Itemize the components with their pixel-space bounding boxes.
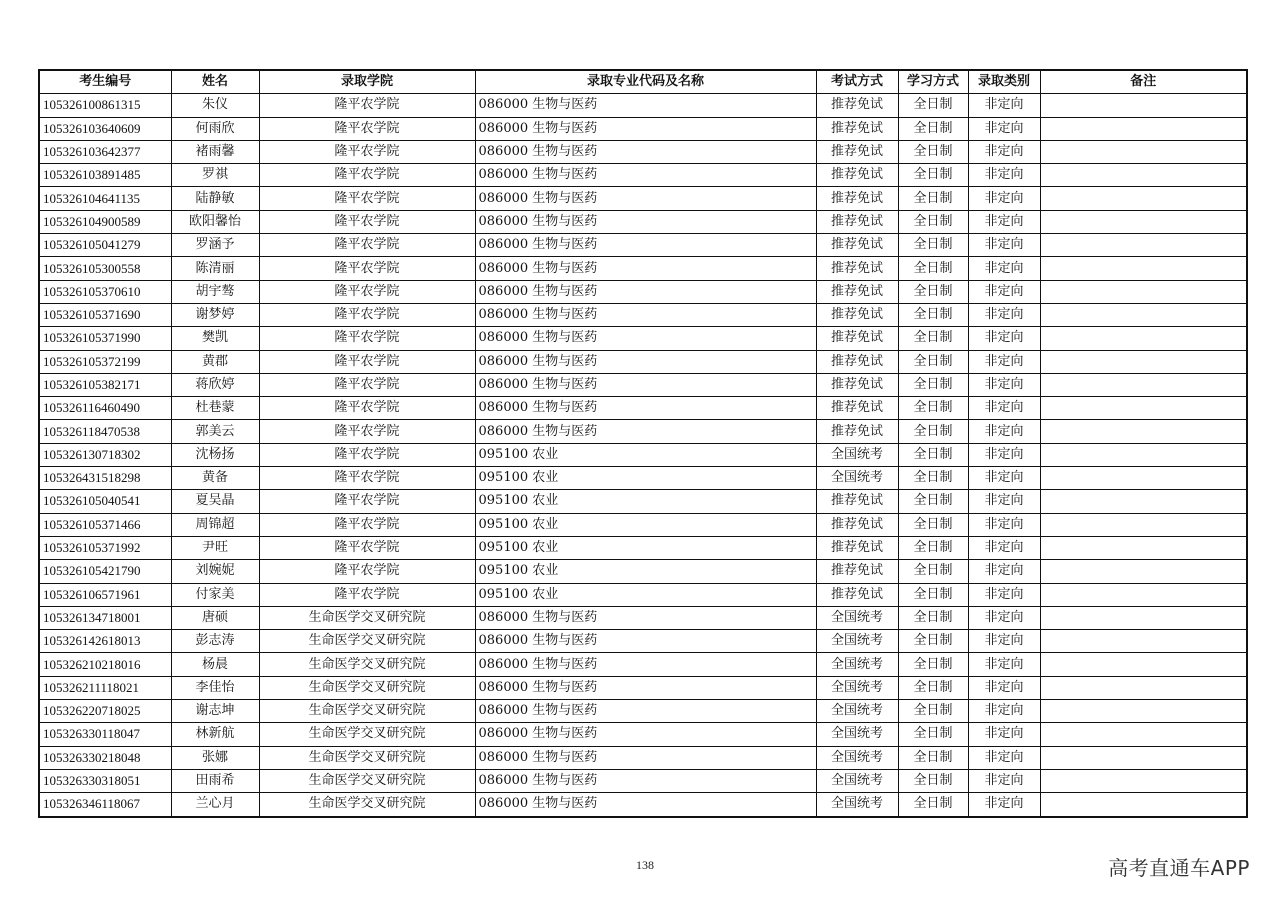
cell-admission-type: 非定向: [968, 700, 1040, 723]
cell-note: [1040, 560, 1247, 583]
cell-major: 086000 生物与医药: [475, 373, 816, 396]
cell-admission-type: 非定向: [968, 769, 1040, 792]
cell-name: 刘婉妮: [171, 560, 259, 583]
cell-college: 隆平农学院: [259, 303, 475, 326]
cell-exam-method: 全国统考: [816, 467, 898, 490]
cell-admission-type: 非定向: [968, 420, 1040, 443]
cell-note: [1040, 490, 1247, 513]
cell-name: 蒋欣婷: [171, 373, 259, 396]
cell-college: 生命医学交叉研究院: [259, 700, 475, 723]
table-row: [39, 350, 1247, 373]
cell-major: 095100 农业: [475, 583, 816, 606]
cell-student-id: 105326104900589: [39, 210, 171, 233]
cell-name: 李佳怡: [171, 676, 259, 699]
cell-study-mode: 全日制: [898, 793, 968, 817]
cell-admission-type: 非定向: [968, 467, 1040, 490]
cell-student-id: 105326210218016: [39, 653, 171, 676]
cell-college: 生命医学交叉研究院: [259, 793, 475, 817]
cell-college: 隆平农学院: [259, 140, 475, 163]
cell-college: 隆平农学院: [259, 443, 475, 466]
cell-admission-type: 非定向: [968, 397, 1040, 420]
cell-study-mode: 全日制: [898, 210, 968, 233]
cell-note: [1040, 700, 1247, 723]
cell-admission-type: 非定向: [968, 490, 1040, 513]
cell-exam-method: 推荐免试: [816, 327, 898, 350]
table-row: [39, 630, 1247, 653]
cell-study-mode: 全日制: [898, 117, 968, 140]
cell-major: 086000 生物与医药: [475, 606, 816, 629]
cell-note: [1040, 723, 1247, 746]
header-note: 备注: [1040, 70, 1247, 94]
cell-student-id: 105326116460490: [39, 397, 171, 420]
cell-name: 褚雨馨: [171, 140, 259, 163]
cell-study-mode: 全日制: [898, 257, 968, 280]
cell-major: 086000 生物与医药: [475, 630, 816, 653]
cell-name: 沈杨扬: [171, 443, 259, 466]
cell-note: [1040, 234, 1247, 257]
cell-study-mode: 全日制: [898, 350, 968, 373]
cell-exam-method: 推荐免试: [816, 164, 898, 187]
cell-name: 谢梦婷: [171, 303, 259, 326]
cell-major: 095100 农业: [475, 560, 816, 583]
cell-college: 生命医学交叉研究院: [259, 746, 475, 769]
cell-name: 樊凯: [171, 327, 259, 350]
cell-student-id: 105326431518298: [39, 467, 171, 490]
cell-student-id: 105326100861315: [39, 94, 171, 117]
cell-student-id: 105326105372199: [39, 350, 171, 373]
cell-name: 黄郡: [171, 350, 259, 373]
cell-study-mode: 全日制: [898, 769, 968, 792]
cell-admission-type: 非定向: [968, 280, 1040, 303]
table-row: [39, 187, 1247, 210]
cell-name: 杨晨: [171, 653, 259, 676]
cell-exam-method: 全国统考: [816, 443, 898, 466]
cell-study-mode: 全日制: [898, 140, 968, 163]
cell-exam-method: 推荐免试: [816, 187, 898, 210]
cell-student-id: 105326330218048: [39, 746, 171, 769]
cell-exam-method: 全国统考: [816, 630, 898, 653]
cell-note: [1040, 280, 1247, 303]
cell-study-mode: 全日制: [898, 606, 968, 629]
cell-admission-type: 非定向: [968, 94, 1040, 117]
table-row: [39, 94, 1247, 117]
cell-study-mode: 全日制: [898, 653, 968, 676]
cell-college: 生命医学交叉研究院: [259, 769, 475, 792]
cell-name: 林新航: [171, 723, 259, 746]
cell-name: 尹旺: [171, 536, 259, 559]
cell-student-id: 105326211118021: [39, 676, 171, 699]
cell-name: 欧阳馨怡: [171, 210, 259, 233]
cell-note: [1040, 164, 1247, 187]
table-row: [39, 536, 1247, 559]
cell-exam-method: 推荐免试: [816, 257, 898, 280]
cell-name: 夏吴晶: [171, 490, 259, 513]
cell-college: 生命医学交叉研究院: [259, 676, 475, 699]
table-row: [39, 257, 1247, 280]
cell-note: [1040, 630, 1247, 653]
cell-name: 唐硕: [171, 606, 259, 629]
table-row: [39, 676, 1247, 699]
table-row: [39, 443, 1247, 466]
table-row: [39, 513, 1247, 536]
cell-note: [1040, 327, 1247, 350]
cell-student-id: 105326105421790: [39, 560, 171, 583]
cell-admission-type: 非定向: [968, 350, 1040, 373]
cell-student-id: 105326130718302: [39, 443, 171, 466]
table-row: [39, 420, 1247, 443]
cell-major: 086000 生物与医药: [475, 164, 816, 187]
cell-exam-method: 推荐免试: [816, 513, 898, 536]
cell-admission-type: 非定向: [968, 327, 1040, 350]
cell-exam-method: 推荐免试: [816, 583, 898, 606]
cell-student-id: 105326105371992: [39, 536, 171, 559]
cell-note: [1040, 397, 1247, 420]
cell-student-id: 105326105371990: [39, 327, 171, 350]
table-row: [39, 164, 1247, 187]
table-row: [39, 746, 1247, 769]
cell-exam-method: 推荐免试: [816, 117, 898, 140]
cell-college: 隆平农学院: [259, 373, 475, 396]
cell-admission-type: 非定向: [968, 373, 1040, 396]
cell-name: 罗涵予: [171, 234, 259, 257]
cell-major: 086000 生物与医药: [475, 420, 816, 443]
cell-college: 隆平农学院: [259, 490, 475, 513]
cell-exam-method: 推荐免试: [816, 303, 898, 326]
cell-college: 生命医学交叉研究院: [259, 606, 475, 629]
table-row: [39, 560, 1247, 583]
cell-major: 086000 生物与医药: [475, 94, 816, 117]
cell-major: 086000 生物与医药: [475, 397, 816, 420]
cell-note: [1040, 793, 1247, 817]
cell-admission-type: 非定向: [968, 560, 1040, 583]
cell-admission-type: 非定向: [968, 210, 1040, 233]
cell-note: [1040, 117, 1247, 140]
cell-admission-type: 非定向: [968, 513, 1040, 536]
cell-note: [1040, 583, 1247, 606]
cell-student-id: 105326346118067: [39, 793, 171, 817]
cell-student-id: 105326103891485: [39, 164, 171, 187]
cell-admission-type: 非定向: [968, 164, 1040, 187]
cell-exam-method: 全国统考: [816, 676, 898, 699]
cell-exam-method: 推荐免试: [816, 373, 898, 396]
cell-major: 095100 农业: [475, 443, 816, 466]
cell-major: 086000 生物与医药: [475, 769, 816, 792]
cell-study-mode: 全日制: [898, 676, 968, 699]
cell-study-mode: 全日制: [898, 560, 968, 583]
cell-study-mode: 全日制: [898, 700, 968, 723]
cell-major: 095100 农业: [475, 513, 816, 536]
cell-exam-method: 推荐免试: [816, 210, 898, 233]
cell-study-mode: 全日制: [898, 513, 968, 536]
cell-college: 隆平农学院: [259, 397, 475, 420]
cell-major: 086000 生物与医药: [475, 303, 816, 326]
cell-admission-type: 非定向: [968, 536, 1040, 559]
cell-college: 隆平农学院: [259, 257, 475, 280]
cell-admission-type: 非定向: [968, 630, 1040, 653]
cell-exam-method: 全国统考: [816, 793, 898, 817]
cell-note: [1040, 303, 1247, 326]
cell-major: 086000 生物与医药: [475, 746, 816, 769]
cell-name: 周锦超: [171, 513, 259, 536]
cell-college: 隆平农学院: [259, 164, 475, 187]
cell-student-id: 105326134718001: [39, 606, 171, 629]
cell-major: 095100 农业: [475, 490, 816, 513]
header-exam: 考试方式: [816, 70, 898, 94]
cell-college: 隆平农学院: [259, 117, 475, 140]
header-study: 学习方式: [898, 70, 968, 94]
cell-college: 隆平农学院: [259, 467, 475, 490]
cell-name: 谢志坤: [171, 700, 259, 723]
cell-name: 朱仪: [171, 94, 259, 117]
cell-study-mode: 全日制: [898, 723, 968, 746]
cell-admission-type: 非定向: [968, 303, 1040, 326]
cell-note: [1040, 210, 1247, 233]
table-row: [39, 117, 1247, 140]
cell-major: 086000 生物与医药: [475, 653, 816, 676]
cell-name: 罗祺: [171, 164, 259, 187]
cell-exam-method: 推荐免试: [816, 490, 898, 513]
cell-major: 086000 生物与医药: [475, 676, 816, 699]
cell-college: 生命医学交叉研究院: [259, 630, 475, 653]
cell-college: 隆平农学院: [259, 327, 475, 350]
cell-note: [1040, 746, 1247, 769]
cell-exam-method: 全国统考: [816, 653, 898, 676]
cell-major: 086000 生物与医药: [475, 117, 816, 140]
table-row: [39, 327, 1247, 350]
cell-exam-method: 全国统考: [816, 606, 898, 629]
cell-major: 095100 农业: [475, 467, 816, 490]
header-major: 录取专业代码及名称: [475, 70, 816, 94]
cell-study-mode: 全日制: [898, 536, 968, 559]
cell-exam-method: 全国统考: [816, 723, 898, 746]
cell-exam-method: 全国统考: [816, 746, 898, 769]
cell-admission-type: 非定向: [968, 234, 1040, 257]
cell-study-mode: 全日制: [898, 187, 968, 210]
table-row: [39, 280, 1247, 303]
cell-admission-type: 非定向: [968, 723, 1040, 746]
cell-student-id: 105326106571961: [39, 583, 171, 606]
header-id: 考生编号: [39, 70, 171, 94]
cell-note: [1040, 443, 1247, 466]
cell-admission-type: 非定向: [968, 117, 1040, 140]
cell-major: 086000 生物与医药: [475, 234, 816, 257]
cell-note: [1040, 467, 1247, 490]
cell-major: 086000 生物与医药: [475, 187, 816, 210]
admission-table: [38, 69, 1248, 818]
table-row: [39, 769, 1247, 792]
cell-major: 086000 生物与医药: [475, 350, 816, 373]
cell-note: [1040, 513, 1247, 536]
cell-college: 隆平农学院: [259, 280, 475, 303]
cell-student-id: 105326105300558: [39, 257, 171, 280]
cell-name: 郭美云: [171, 420, 259, 443]
cell-exam-method: 推荐免试: [816, 536, 898, 559]
cell-name: 兰心月: [171, 793, 259, 817]
cell-exam-method: 全国统考: [816, 700, 898, 723]
cell-student-id: 105326105041279: [39, 234, 171, 257]
cell-admission-type: 非定向: [968, 746, 1040, 769]
cell-exam-method: 推荐免试: [816, 140, 898, 163]
cell-note: [1040, 653, 1247, 676]
cell-major: 086000 生物与医药: [475, 793, 816, 817]
cell-exam-method: 推荐免试: [816, 94, 898, 117]
cell-college: 隆平农学院: [259, 420, 475, 443]
cell-major: 095100 农业: [475, 536, 816, 559]
cell-admission-type: 非定向: [968, 653, 1040, 676]
cell-study-mode: 全日制: [898, 746, 968, 769]
header-name: 姓名: [171, 70, 259, 94]
cell-name: 张娜: [171, 746, 259, 769]
cell-student-id: 105326105382171: [39, 373, 171, 396]
cell-college: 生命医学交叉研究院: [259, 723, 475, 746]
cell-college: 隆平农学院: [259, 583, 475, 606]
cell-student-id: 105326330118047: [39, 723, 171, 746]
cell-name: 田雨希: [171, 769, 259, 792]
cell-study-mode: 全日制: [898, 303, 968, 326]
cell-note: [1040, 420, 1247, 443]
cell-exam-method: 推荐免试: [816, 350, 898, 373]
cell-student-id: 105326105371690: [39, 303, 171, 326]
cell-major: 086000 生物与医药: [475, 210, 816, 233]
cell-note: [1040, 94, 1247, 117]
cell-study-mode: 全日制: [898, 94, 968, 117]
table-row: [39, 793, 1247, 817]
cell-study-mode: 全日制: [898, 467, 968, 490]
cell-note: [1040, 350, 1247, 373]
cell-student-id: 105326105370610: [39, 280, 171, 303]
cell-study-mode: 全日制: [898, 164, 968, 187]
table-row: [39, 723, 1247, 746]
cell-study-mode: 全日制: [898, 327, 968, 350]
cell-exam-method: 推荐免试: [816, 560, 898, 583]
cell-admission-type: 非定向: [968, 140, 1040, 163]
cell-major: 086000 生物与医药: [475, 700, 816, 723]
cell-study-mode: 全日制: [898, 490, 968, 513]
cell-admission-type: 非定向: [968, 793, 1040, 817]
cell-note: [1040, 373, 1247, 396]
page-number: 138: [636, 858, 654, 872]
table-row: [39, 490, 1247, 513]
cell-student-id: 105326142618013: [39, 630, 171, 653]
cell-college: 隆平农学院: [259, 536, 475, 559]
cell-college: 隆平农学院: [259, 234, 475, 257]
table-row: [39, 653, 1247, 676]
cell-student-id: 105326105040541: [39, 490, 171, 513]
cell-college: 隆平农学院: [259, 187, 475, 210]
cell-note: [1040, 606, 1247, 629]
cell-exam-method: 全国统考: [816, 769, 898, 792]
cell-name: 杜巷蒙: [171, 397, 259, 420]
cell-note: [1040, 769, 1247, 792]
cell-student-id: 105326103640609: [39, 117, 171, 140]
cell-study-mode: 全日制: [898, 630, 968, 653]
cell-study-mode: 全日制: [898, 234, 968, 257]
table-row: [39, 234, 1247, 257]
cell-major: 086000 生物与医药: [475, 280, 816, 303]
cell-college: 生命医学交叉研究院: [259, 653, 475, 676]
cell-college: 隆平农学院: [259, 94, 475, 117]
cell-study-mode: 全日制: [898, 280, 968, 303]
cell-note: [1040, 257, 1247, 280]
table-row: [39, 373, 1247, 396]
table-header-row: [39, 70, 1247, 94]
header-college: 录取学院: [259, 70, 475, 94]
cell-college: 隆平农学院: [259, 350, 475, 373]
table-row: [39, 210, 1247, 233]
table-row: [39, 467, 1247, 490]
cell-exam-method: 推荐免试: [816, 280, 898, 303]
cell-admission-type: 非定向: [968, 676, 1040, 699]
cell-student-id: 105326220718025: [39, 700, 171, 723]
cell-admission-type: 非定向: [968, 443, 1040, 466]
cell-student-id: 105326118470538: [39, 420, 171, 443]
cell-name: 陆静敏: [171, 187, 259, 210]
table-row: [39, 700, 1247, 723]
cell-name: 胡宇骜: [171, 280, 259, 303]
cell-name: 陈清丽: [171, 257, 259, 280]
cell-major: 086000 生物与医药: [475, 257, 816, 280]
cell-study-mode: 全日制: [898, 420, 968, 443]
cell-exam-method: 推荐免试: [816, 234, 898, 257]
table-row: [39, 397, 1247, 420]
cell-study-mode: 全日制: [898, 397, 968, 420]
cell-major: 086000 生物与医药: [475, 140, 816, 163]
cell-name: 付家美: [171, 583, 259, 606]
header-type: 录取类别: [968, 70, 1040, 94]
cell-college: 隆平农学院: [259, 513, 475, 536]
cell-note: [1040, 676, 1247, 699]
cell-student-id: 105326330318051: [39, 769, 171, 792]
cell-note: [1040, 140, 1247, 163]
cell-name: 黄备: [171, 467, 259, 490]
cell-student-id: 105326103642377: [39, 140, 171, 163]
table-row: [39, 140, 1247, 163]
cell-name: 彭志涛: [171, 630, 259, 653]
table-row: [39, 303, 1247, 326]
cell-note: [1040, 187, 1247, 210]
cell-exam-method: 推荐免试: [816, 420, 898, 443]
cell-name: 何雨欣: [171, 117, 259, 140]
table-row: [39, 583, 1247, 606]
cell-admission-type: 非定向: [968, 606, 1040, 629]
cell-note: [1040, 536, 1247, 559]
cell-admission-type: 非定向: [968, 583, 1040, 606]
cell-study-mode: 全日制: [898, 373, 968, 396]
table-row: [39, 606, 1247, 629]
cell-college: 隆平农学院: [259, 210, 475, 233]
cell-major: 086000 生物与医药: [475, 723, 816, 746]
cell-study-mode: 全日制: [898, 443, 968, 466]
cell-exam-method: 推荐免试: [816, 397, 898, 420]
cell-college: 隆平农学院: [259, 560, 475, 583]
table-body: [39, 94, 1247, 817]
cell-admission-type: 非定向: [968, 187, 1040, 210]
cell-student-id: 105326105371466: [39, 513, 171, 536]
cell-student-id: 105326104641135: [39, 187, 171, 210]
watermark-logo-text: 高考直通车APP: [1108, 856, 1250, 880]
cell-study-mode: 全日制: [898, 583, 968, 606]
cell-admission-type: 非定向: [968, 257, 1040, 280]
cell-major: 086000 生物与医药: [475, 327, 816, 350]
